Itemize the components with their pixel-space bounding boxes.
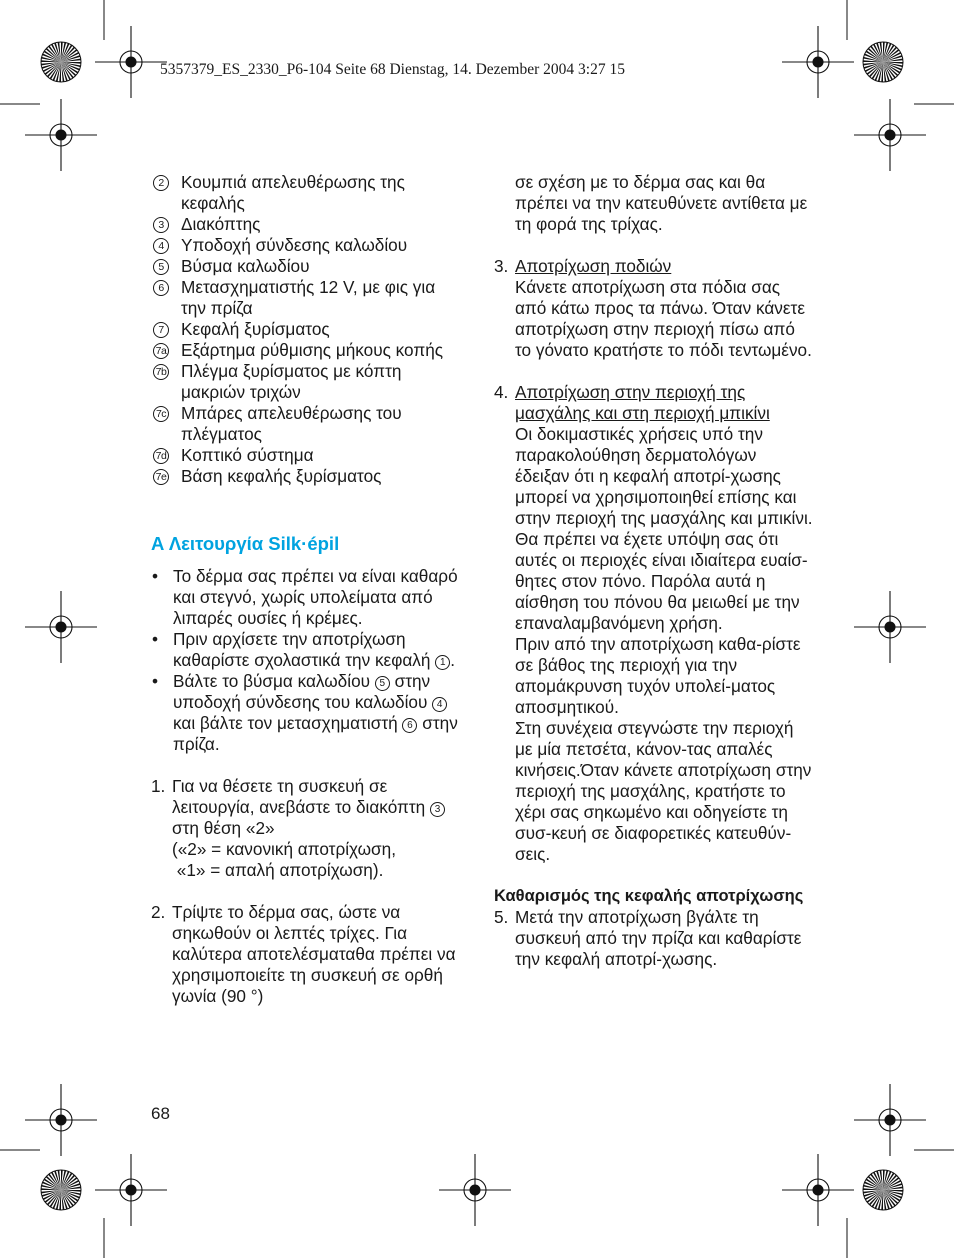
step-text: σε σχέση με το δέρμα σας και θα πρέπει να την κατευθύνετε αντίθετα με τη φορά της τρίχας. — [515, 172, 808, 234]
part-number-badge: 5 — [153, 259, 169, 275]
parts-list-item — [151, 403, 461, 445]
parts-list-item — [151, 340, 461, 361]
part-number-badge: 7e — [153, 469, 169, 485]
bullet-text: Βάλτε το βύσμα καλωδίου 5 στην υποδοχή σύνδεσης του καλωδίου 4 και βάλτε τον μετασχηματιστή 6 στην πρίζα. — [173, 671, 458, 754]
list-item — [151, 671, 461, 755]
cleaning-heading: Καθαρισμός της κεφαλής αποτρίχωσης — [494, 887, 804, 905]
bullet-icon: • — [152, 671, 159, 691]
right-column — [494, 172, 814, 970]
part-label: Εξάρτημα ρύθμισης μήκους κοπής — [181, 340, 444, 360]
step-number: 4. — [494, 382, 509, 402]
list-item — [151, 629, 461, 671]
parts-list-item — [151, 214, 461, 235]
registration-crosshair-mark — [25, 99, 97, 171]
part-number-badge: 7d — [153, 448, 169, 464]
bullet-text: Πριν αρχίσετε την αποτρίχωση καθαρίστε σχολαστικά την κεφαλή 1 . — [173, 629, 455, 670]
parts-list — [151, 172, 461, 487]
registration-crosshair-mark — [782, 26, 854, 98]
parts-list-item — [151, 466, 461, 487]
part-number-badge: 2 — [153, 175, 169, 191]
step-3 — [494, 256, 814, 361]
page-number: 68 — [151, 1104, 170, 1123]
step-text: Οι δοκιμαστικές χρήσεις υπό την παρακολούθηση δερματολόγων έδειξαν ότι η κεφαλή αποτρί-χωσης μπορεί να χρησιμοποιηθεί επίσης και στην περιοχή της μασχάλης και μπικίνι. Θα πρέπει να έχετε υπόψη σας ότι αυτές οι περιοχές είναι ιδιαίτερα ευαίσ-θητες στον πόνο. Παρόλα αυτά η αίσθηση του πόνου θα μειωθεί με την επαναλαμβανόμενη χρήση. — [515, 424, 813, 633]
step-text: Στη συνέχεια στεγνώστε την περιοχή με μία πετσέτα, κάνον-τας απαλές κινήσεις.Όταν κάνετε αποτρίχωση στην περιοχή της μασχάλης, κρατήστε το χέρι σας σηκωμένο και οδηγείστε τη συσ-κευή σε διαφορετικές κατευθύν-σεις. — [515, 718, 812, 864]
list-item — [151, 566, 461, 629]
step-4 — [494, 382, 814, 865]
part-reference: 1 — [435, 655, 450, 670]
section-title: A Λειτουργία Silk·épil — [151, 533, 340, 554]
parts-list-item — [151, 235, 461, 256]
parts-list-item — [151, 445, 461, 466]
step-text: Κάνετε αποτρίχωση στα πόδια σας από κάτω προς τα πάνω. Όταν κάνετε αποτρίχωση στην περιοχή πίσω από το γόνατο κρατήστε το πόδι τεντωμένο. — [515, 277, 812, 360]
step-title: Αποτρίχωση ποδιών — [515, 256, 672, 276]
part-label: Διακόπτης — [181, 214, 261, 234]
step-title: Αποτρίχωση στην περιοχή της — [515, 382, 746, 402]
part-number-badge: 7a — [153, 343, 169, 359]
step-1 — [151, 776, 461, 881]
part-number-badge: 7c — [153, 406, 169, 422]
parts-list-item — [151, 172, 461, 214]
step-number: 1. — [151, 776, 166, 796]
registration-crosshair-mark — [25, 1084, 97, 1156]
step-text: Μετά την αποτρίχωση βγάλτε τη συσκευή από την πρίζα και καθαρίστε την κεφαλή αποτρί-χωσης. — [515, 907, 802, 969]
color-rosette-mark — [863, 42, 903, 82]
print-slug-line: 5357379_ES_2330_P6-104 Seite 68 Dienstag, 14. Dezember 2004 3:27 15 — [160, 61, 625, 78]
bullet-icon: • — [152, 629, 159, 649]
registration-crosshair-mark — [95, 26, 167, 98]
registration-crosshair-mark — [25, 591, 97, 663]
color-rosette-mark — [41, 1170, 81, 1210]
part-label: Κοπτικό σύστημα — [181, 445, 314, 465]
step-text: Πριν από την αποτρίχωση καθα-ρίστε σε βάθος της περιοχή για την απομάκρυνση τυχόν υπολεί-ματος αποσμητικού. — [515, 634, 801, 717]
color-rosette-mark — [863, 1170, 903, 1210]
registration-crosshair-mark — [439, 1154, 511, 1226]
step-title: μασχάλης και στη περιοχή μπικίνι — [515, 403, 770, 423]
part-number-badge: 3 — [153, 217, 169, 233]
part-reference: 6 — [402, 718, 417, 733]
registration-crosshair-mark — [854, 99, 926, 171]
step-2-continued — [494, 172, 814, 235]
part-label: Υποδοχή σύνδεσης καλωδίου — [181, 235, 408, 255]
parts-list-item — [151, 277, 461, 319]
part-label: Κεφαλή ξυρίσματος — [181, 319, 330, 339]
bullet-icon: • — [152, 566, 159, 586]
parts-list-item — [151, 256, 461, 277]
color-rosette-mark — [41, 42, 81, 82]
registration-crosshair-mark — [95, 1154, 167, 1226]
step-5 — [494, 907, 814, 970]
parts-list-item — [151, 361, 461, 403]
bullet-text: Το δέρμα σας πρέπει να είναι καθαρό και στεγνό, χωρίς υπολείματα από λιπαρές ουσίες ή κρέμες. — [173, 566, 458, 628]
step-number: 5. — [494, 907, 509, 927]
step-number: 2. — [151, 902, 166, 922]
left-column — [151, 172, 461, 1007]
part-number-badge: 7 — [153, 322, 169, 338]
part-number-badge: 7b — [153, 364, 169, 380]
part-label: Κουμπιά απελευθέρωσης της κεφαλής — [181, 172, 405, 213]
part-reference: 5 — [375, 676, 390, 691]
part-label: Πλέγμα ξυρίσματος με κόπτη μακριών τριχών — [181, 361, 402, 402]
registration-crosshair-mark — [854, 591, 926, 663]
part-reference: 4 — [432, 697, 447, 712]
part-label: Μπάρες απελευθέρωσης του πλέγματος — [181, 403, 402, 444]
part-number-badge: 4 — [153, 238, 169, 254]
step-2 — [151, 902, 461, 1007]
part-label: Βύσμα καλωδίου — [181, 256, 310, 276]
step-number: 3. — [494, 256, 509, 276]
parts-list-item — [151, 319, 461, 340]
part-reference: 3 — [430, 802, 445, 817]
part-number-badge: 6 — [153, 280, 169, 296]
part-label: Μετασχηματιστής 12 V, με φις για την πρίζα — [181, 277, 436, 318]
registration-crosshair-mark — [854, 1084, 926, 1156]
step-text: Τρίψτε το δέρμα σας, ώστε να σηκωθούν οι λεπτές τρίχες. Για καλύτερα αποτελέσματαθα πρέπει να χρησιμοποιείτε τη συσκευή σε ορθή γωνία (90 °) — [172, 902, 456, 1006]
part-label: Βάση κεφαλής ξυρίσματος — [181, 466, 382, 486]
step-text: Για να θέσετε τη συσκευή σε λειτουργία, ανεβάστε το διακόπτη 3 στη θέση «2» («2» = κανονική αποτρίχωση, «1» = απαλή αποτρίχωση). — [172, 776, 461, 881]
registration-crosshair-mark — [782, 1154, 854, 1226]
